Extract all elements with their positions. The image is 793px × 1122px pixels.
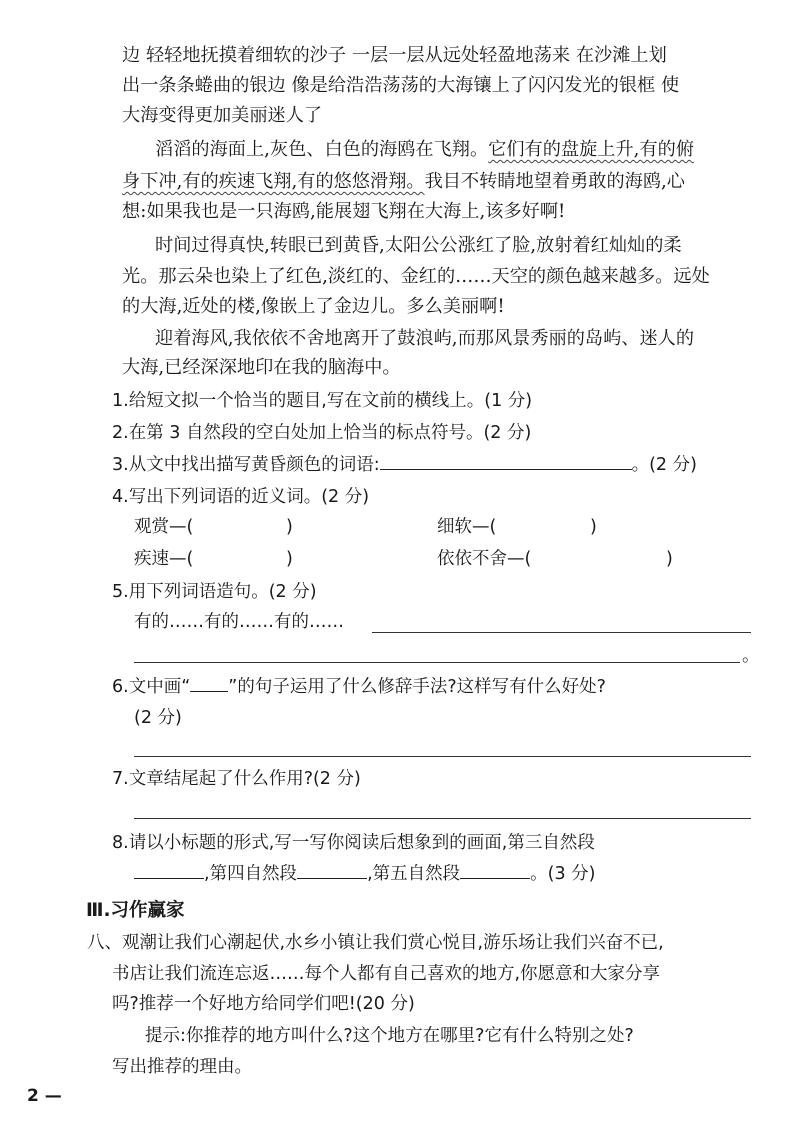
question-8-text: 。(3 分) — [530, 864, 596, 884]
question-1: 1.给短文拟一个恰当的题目,写在文前的横线上。(1 分) — [112, 391, 533, 411]
wavy-underlined-sentence: 身下冲,有的疾速飞翔,有的悠悠滑翔。 — [122, 171, 425, 192]
passage-line: 的大海,近处的楼,像嵌上了金边儿。多么美丽啊! — [122, 296, 505, 317]
question-5: 5.用下列词语造句。(2 分) — [112, 582, 317, 602]
period-mark: 。 — [742, 646, 760, 666]
passage-line: 出一条条蜷曲的银边 像是给浩浩荡荡的大海镶上了闪闪发光的银框 使 — [122, 75, 680, 96]
question-3-text: 3.从文中找出描写黄昏颜色的词语: — [112, 455, 380, 475]
composition-prompt: 八、观潮让我们心潮起伏,水乡小镇让我们赏心悦目,游乐场让我们兴奋不已, — [87, 933, 664, 953]
composition-prompt: 书店让我们流连忘返……每个人都有自己喜欢的地方,你愿意和大家分享 — [112, 964, 661, 984]
passage-text: 我目不转睛地望着勇敢的海鸥,心 — [424, 171, 685, 192]
passage-line: 光。那云朵也染上了红色,淡红的、金红的……天空的颜色越来越多。远处 — [122, 266, 710, 287]
passage-line — [122, 168, 685, 196]
synonym-item: 细软—( — [437, 517, 497, 537]
passage-line: 大海,已经深深地印在我的脑海中。 — [122, 357, 401, 378]
question-8-blanks — [134, 860, 595, 888]
synonym-paren: ) — [286, 549, 293, 569]
answer-blank[interactable] — [380, 453, 632, 470]
question-6 — [112, 673, 606, 701]
underline-sample — [190, 675, 228, 692]
answer-blank[interactable] — [460, 862, 530, 879]
passage-line: 大海变得更加美丽迷人了 — [122, 105, 323, 126]
passage-line: 时间过得真快,转眼已到黄昏,太阳公公涨红了脸,放射着红灿灿的柔 — [155, 235, 682, 256]
section-heading: Ⅲ.习作赢家 — [86, 900, 185, 921]
question-8: 8.请以小标题的形式,写一写你阅读后想象到的画面,第三自然段 — [112, 833, 595, 853]
answer-blank[interactable] — [134, 862, 204, 879]
passage-line: 边 轻轻地抚摸着细软的沙子 一层一层从远处轻盈地荡来 在沙滩上划 — [122, 45, 667, 66]
synonym-paren: ) — [590, 517, 597, 537]
passage-line — [155, 136, 694, 164]
question-7: 7.文章结尾起了什么作用?(2 分) — [112, 769, 361, 789]
synonym-paren: ) — [286, 517, 293, 537]
synonym-item: 观赏—( — [134, 517, 194, 537]
question-6-text: 6.文中画“ — [112, 677, 191, 697]
synonym-item: 依依不舍—( — [437, 549, 532, 569]
wavy-underlined-sentence: 它们有的盘旋上升,有的俯 — [488, 139, 695, 160]
answer-line[interactable] — [134, 662, 740, 663]
question-3-score: 。(2 分) — [631, 455, 697, 475]
passage-text: 滔滔的海面上,灰色、白色的海鸥在飞翔。 — [155, 139, 489, 160]
composition-prompt: 吗?推荐一个好地方给同学们吧!(20 分) — [112, 994, 415, 1014]
synonym-item: 疾速—( — [134, 549, 194, 569]
question-6-text: ”的句子运用了什么修辞手法?这样写有什么好处? — [228, 677, 606, 697]
question-8-text: ,第五自然段 — [367, 864, 461, 884]
question-4: 4.写出下列词语的近义词。(2 分) — [112, 487, 370, 507]
answer-line[interactable] — [134, 818, 751, 819]
answer-line[interactable] — [134, 756, 751, 757]
answer-blank[interactable] — [297, 862, 367, 879]
page-number: 2 — — [27, 1086, 62, 1106]
question-8-text: ,第四自然段 — [204, 864, 298, 884]
question-3 — [112, 451, 697, 479]
passage-line: 想:如果我也是一只海鸥,能展翅飞翔在大海上,该多好啊! — [122, 201, 566, 222]
composition-hint: 写出推荐的理由。 — [112, 1057, 252, 1077]
question-5-prompt: 有的……有的……有的…… — [134, 612, 344, 632]
question-2: 2.在第 3 自然段的空白处加上恰当的标点符号。(2 分) — [112, 423, 532, 443]
question-6-score: (2 分) — [134, 708, 182, 728]
synonym-paren: ) — [666, 549, 673, 569]
passage-line: 迎着海风,我依依不舍地离开了鼓浪屿,而那风景秀丽的岛屿、迷人的 — [155, 328, 695, 349]
composition-hint: 提示:你推荐的地方叫什么?这个地方在哪里?它有什么特别之处? — [145, 1026, 634, 1046]
answer-line[interactable] — [372, 632, 751, 633]
